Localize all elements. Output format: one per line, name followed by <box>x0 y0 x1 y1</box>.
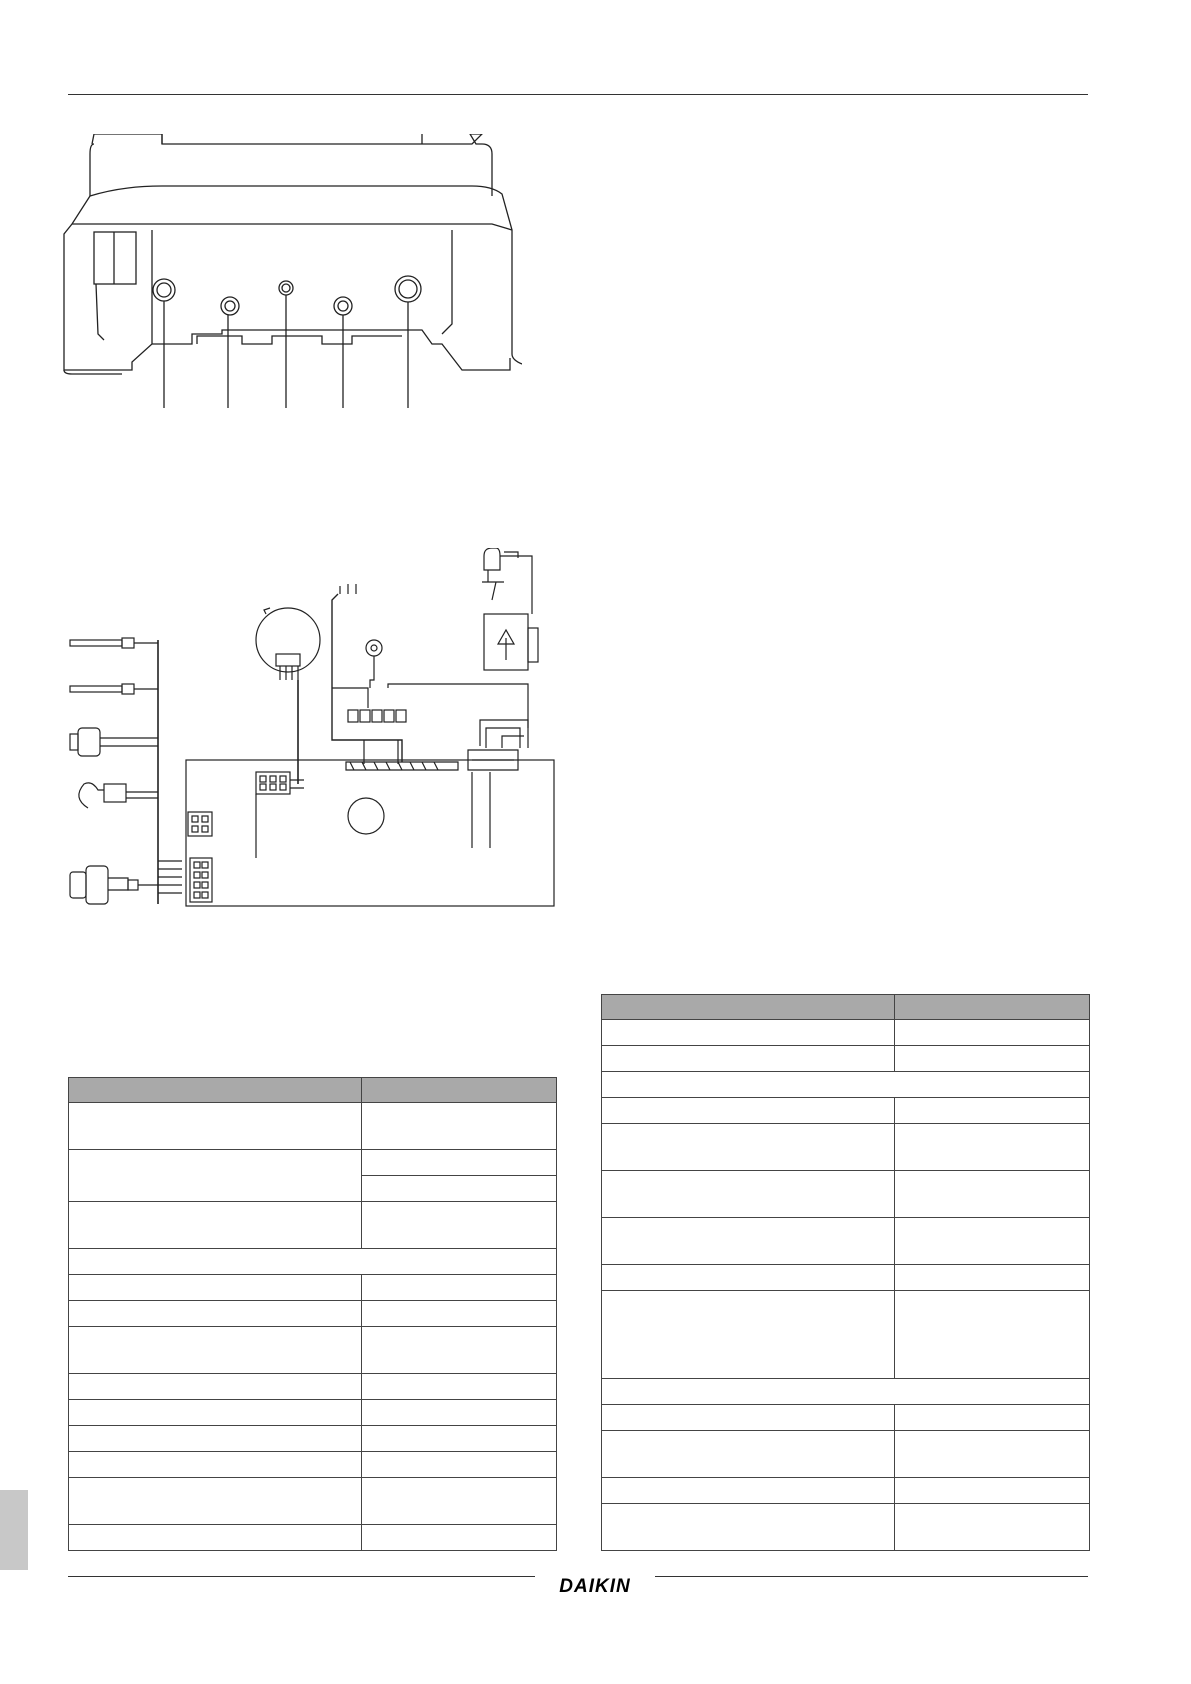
table-section-row <box>602 1379 1090 1405</box>
wiring-diagram <box>58 548 558 918</box>
logo-text: DAIKIN <box>559 1576 631 1597</box>
table-row <box>602 1291 1090 1379</box>
cabinet-figure <box>62 134 522 410</box>
table-section-row <box>602 1072 1090 1098</box>
table-header <box>602 995 1090 1020</box>
daikin-logo <box>535 1572 655 1598</box>
spec-table-right <box>601 994 1090 1551</box>
table-row <box>602 1124 1090 1171</box>
header-rule <box>68 94 1088 95</box>
table-row <box>602 1046 1090 1072</box>
table-header <box>69 1078 557 1103</box>
table-row <box>69 1202 557 1249</box>
table-row <box>69 1478 557 1525</box>
table-row <box>69 1400 557 1426</box>
table-row <box>69 1374 557 1400</box>
table-row <box>602 1431 1090 1478</box>
table-section-row <box>69 1249 557 1275</box>
table-row <box>602 1504 1090 1551</box>
table-row <box>69 1301 557 1327</box>
table-row <box>602 1265 1090 1291</box>
table-row <box>69 1426 557 1452</box>
spec-table-left <box>68 1077 557 1551</box>
table-row <box>69 1452 557 1478</box>
table-row <box>69 1150 557 1176</box>
table-row <box>69 1525 557 1551</box>
side-tab-marker <box>0 1490 28 1570</box>
table-row <box>602 1218 1090 1265</box>
table-row <box>602 1098 1090 1124</box>
table-row <box>602 1020 1090 1046</box>
table-row <box>602 1478 1090 1504</box>
table-row <box>602 1405 1090 1431</box>
table-row <box>69 1275 557 1301</box>
table-row <box>69 1327 557 1374</box>
table-row <box>69 1103 557 1150</box>
table-row <box>602 1171 1090 1218</box>
